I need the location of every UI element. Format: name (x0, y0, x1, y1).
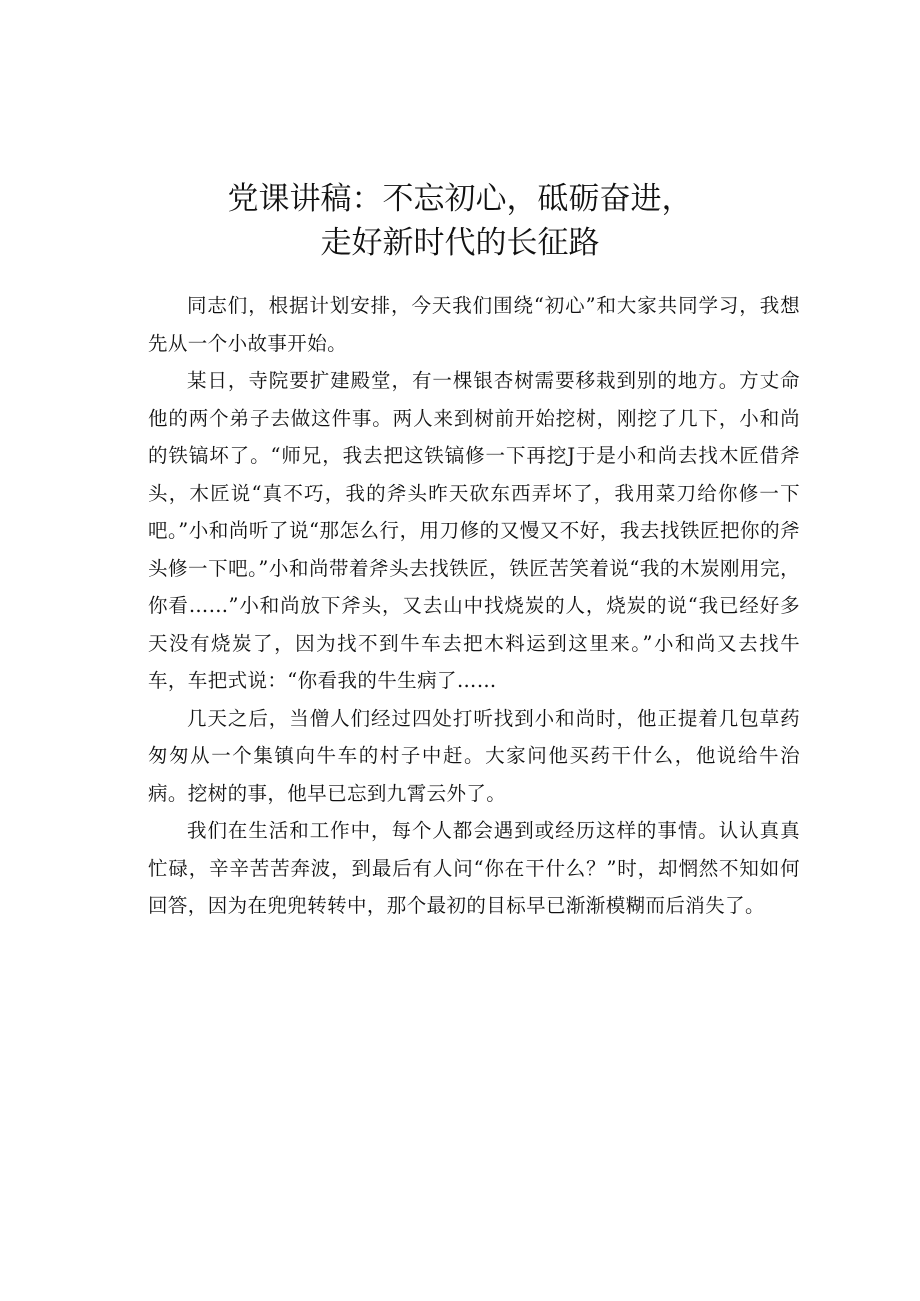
document-body (148, 287, 800, 925)
paragraph-3: 几天之后，当僧人们经过四处打听找到小和尚时，他正提着几包草药匆匆从一个集镇向牛车的村子中赶。大家问他买药干什么，他说给牛治病。挖树的事，他早已忘到九霄云外了。 (148, 706, 800, 805)
title-line-1: 党课讲稿：不忘初心，砥砺奋进， (227, 180, 693, 217)
paragraph-4: 我们在生活和工作中，每个人都会遇到或经历这样的事情。认认真真忙碌，辛辛苦苦奔波，到最后有人问“你在干什么？”时，却惘然不知如何回答，因为在兜兜转转中，那个最初的目标早已渐渐模糊而后消失了。 (148, 819, 800, 917)
paragraph-1: 同志们，根据计划安排，今天我们围绕“初心”和大家共同学习，我想先从一个小故事开始。 (148, 294, 800, 355)
paragraph-2: 某日，寺院要扩建殿堂，有一棵银杏树需要移栽到别的地方。方丈命他的两个弟子去做这件事。两人来到树前开始挖树，刚挖了几下，小和尚的铁镐坏了。“师兄，我去把这铁镐修一下再挖J于是小和尚去找木匠借斧头，木匠说“真不巧，我的斧头昨天砍东西弄坏了，我用菜刀给你修一下吧。”小和尚听了说“那怎么行，用刀修的又慢又不好，我去找铁匠把你的斧头修一下吧。”小和尚带着斧头去找铁匠，铁匠苦笑着说“我的木炭刚用完，你看……”小和尚放下斧头，又去山中找烧炭的人，烧炭的说“我已经好多天没有烧炭了，因为找不到牛车去把木料运到这里来。”小和尚又去找牛车，车把式说：“你看我的牛生病了…… (148, 369, 800, 692)
page-title (140, 177, 780, 265)
title-line-2: 走好新时代的长征路 (320, 224, 600, 261)
